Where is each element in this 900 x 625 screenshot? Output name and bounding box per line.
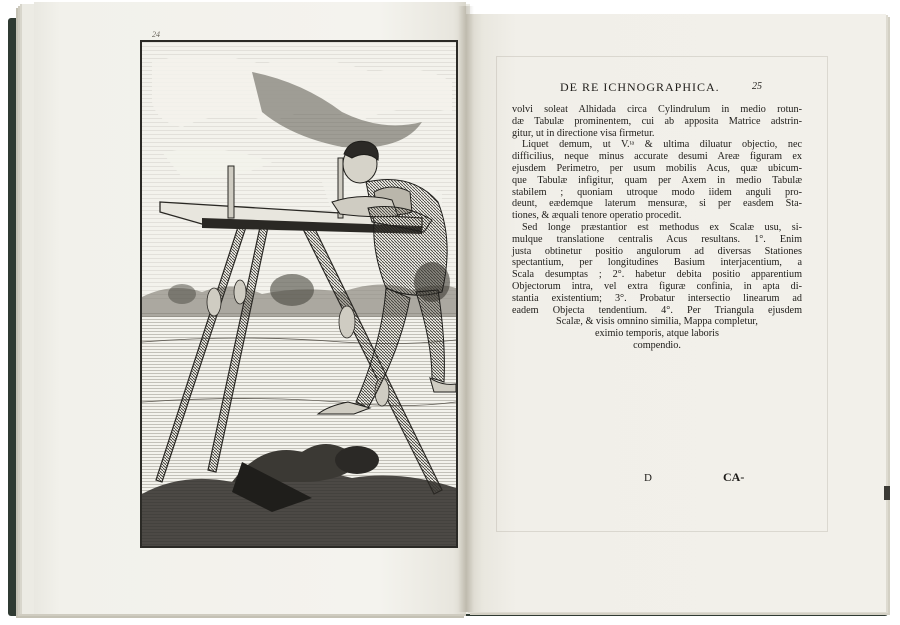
text-line: difficilius, neque minus accurate desumi Areæ figuram ex	[512, 151, 802, 163]
text-line: eadem Objecta tendentium. 4°. Per Triangula ejusdem	[512, 304, 802, 316]
paragraph	[512, 222, 802, 316]
running-head: DE RE ICHNOGRAPHICA.	[560, 80, 720, 94]
paragraph	[512, 139, 802, 222]
text-line: stabilem ; quoniam utroque modo iidem anguli pro-	[512, 186, 802, 198]
paragraph	[512, 316, 802, 351]
surveyor-engraving-illustration	[142, 42, 456, 546]
text-line: justa obtinetur positio angulorum ad diversas Stationes	[512, 245, 802, 257]
text-line: Objectorum intra, vel extra figuræ confinia, in apta di-	[512, 280, 802, 292]
signature-mark: D	[644, 472, 652, 484]
page-tab	[884, 486, 890, 500]
text-line: Scala desumptas ; 2°. habetur debita positio apparentium	[512, 269, 802, 281]
engraving-plate	[140, 40, 458, 548]
text-line: dæ Tabulæ prominentem, cui ab apposita Matrice adstrin-	[512, 115, 802, 127]
text-line: spectantium, per longitudines Basium interjacentium, a	[512, 257, 802, 269]
catchword: CA-	[723, 470, 745, 484]
text-line: eximio temporis, atque laboris	[595, 328, 719, 340]
paragraph	[512, 104, 802, 139]
text-line: Sed longe præstantior est methodus ex Scalæ usu, si-	[522, 221, 802, 233]
text-line: volvi soleat Alhidada circa Cylindrulum in medio rotun-	[512, 104, 802, 115]
text-line: gitur, ut in directione visa firmetur.	[512, 127, 655, 139]
text-line: compendio.	[633, 339, 681, 351]
text-line: ejusdem Perimetro, per usum mobilis Acus, quæ ubicum-	[512, 162, 802, 174]
text-line: stantia existentium; 3°. Probatur intersectio linearum ad	[512, 292, 802, 304]
text-line: deunt, eædemque laterum mensuræ, si per easdem Sta-	[512, 198, 802, 210]
body-text	[512, 104, 802, 352]
book-gutter	[458, 6, 474, 612]
text-line: tiones, & æquali tenore operatio procedit.	[512, 210, 682, 222]
text-line: Liquet demum, ut V.ᵗᵃ & ultima diluatur objectio, nec	[522, 139, 802, 151]
text-line: mulque translatione centralis Acus resultans. 1°. Enim	[512, 233, 802, 245]
text-line: que Tabulæ infigitur, quam per Axem in medio Tabulæ	[512, 174, 802, 186]
text-line: Scalæ, & visis omnino similia, Mappa completur,	[556, 316, 758, 328]
left-page-number: 24	[152, 30, 160, 39]
page-number: 25	[752, 81, 762, 92]
